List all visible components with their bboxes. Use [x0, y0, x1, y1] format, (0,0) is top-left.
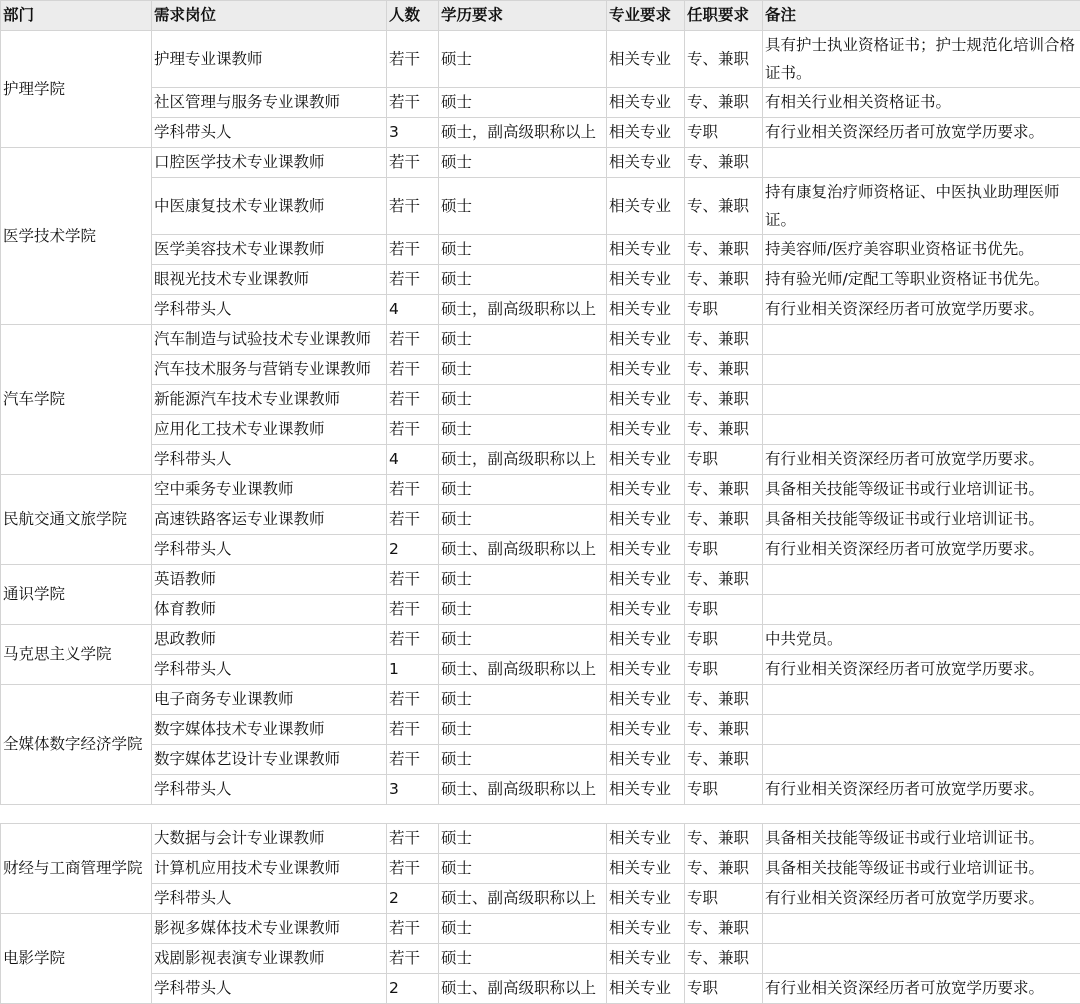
- note-cell: 具有护士执业资格证书；护士规范化培训合格证书。: [763, 31, 1080, 88]
- major-cell: 相关专业: [607, 914, 685, 944]
- count-cell: 若干: [387, 88, 439, 118]
- major-cell: 相关专业: [607, 535, 685, 565]
- note-cell: [763, 595, 1080, 625]
- job-type-cell: 专、兼职: [685, 854, 763, 884]
- education-cell: 硕士: [439, 88, 607, 118]
- note-cell: 持有康复治疗师资格证、中医执业助理医师证。: [763, 178, 1080, 235]
- header-count: 人数: [387, 1, 439, 31]
- job-type-cell: 专职: [685, 535, 763, 565]
- note-cell: [763, 715, 1080, 745]
- note-cell: 有行业相关资深经历者可放宽学历要求。: [763, 884, 1080, 914]
- header-major: 专业要求: [607, 1, 685, 31]
- position-cell: 学科带头人: [152, 118, 387, 148]
- education-cell: 硕士: [439, 824, 607, 854]
- education-cell: 硕士: [439, 355, 607, 385]
- education-cell: 硕士: [439, 385, 607, 415]
- position-cell: 眼视光技术专业课教师: [152, 265, 387, 295]
- note-cell: 中共党员。: [763, 625, 1080, 655]
- position-cell: 影视多媒体技术专业课教师: [152, 914, 387, 944]
- count-cell: 若干: [387, 415, 439, 445]
- department-cell: 马克思主义学院: [1, 625, 152, 685]
- major-cell: 相关专业: [607, 715, 685, 745]
- major-cell: 相关专业: [607, 595, 685, 625]
- count-cell: 若干: [387, 505, 439, 535]
- table-row: [1, 944, 1080, 974]
- count-cell: 若干: [387, 565, 439, 595]
- major-cell: 相关专业: [607, 655, 685, 685]
- job-type-cell: 专职: [685, 655, 763, 685]
- position-cell: 体育教师: [152, 595, 387, 625]
- position-cell: 应用化工技术专业课教师: [152, 415, 387, 445]
- job-type-cell: 专、兼职: [685, 565, 763, 595]
- count-cell: 若干: [387, 475, 439, 505]
- major-cell: 相关专业: [607, 685, 685, 715]
- note-cell: 有行业相关资深经历者可放宽学历要求。: [763, 775, 1080, 805]
- education-cell: 硕士: [439, 415, 607, 445]
- table-row: [1, 914, 1080, 944]
- header-row: [1, 1, 1080, 31]
- major-cell: 相关专业: [607, 625, 685, 655]
- education-cell: 硕士，副高级职称以上: [439, 445, 607, 475]
- table-row: [1, 445, 1080, 475]
- table-row: [1, 355, 1080, 385]
- header-education: 学历要求: [439, 1, 607, 31]
- table-row: [1, 295, 1080, 325]
- position-cell: 戏剧影视表演专业课教师: [152, 944, 387, 974]
- note-cell: 有相关行业相关资格证书。: [763, 88, 1080, 118]
- job-type-cell: 专、兼职: [685, 505, 763, 535]
- table-row: [1, 178, 1080, 235]
- note-cell: [763, 148, 1080, 178]
- department-cell: 民航交通文旅学院: [1, 475, 152, 565]
- education-cell: 硕士: [439, 475, 607, 505]
- count-cell: 若干: [387, 235, 439, 265]
- table-row: [1, 884, 1080, 914]
- table-row: [1, 715, 1080, 745]
- table-row: [1, 565, 1080, 595]
- count-cell: 若干: [387, 824, 439, 854]
- education-cell: 硕士: [439, 914, 607, 944]
- note-cell: 有行业相关资深经历者可放宽学历要求。: [763, 535, 1080, 565]
- note-cell: [763, 355, 1080, 385]
- position-cell: 大数据与会计专业课教师: [152, 824, 387, 854]
- position-cell: 学科带头人: [152, 535, 387, 565]
- note-cell: [763, 914, 1080, 944]
- position-cell: 护理专业课教师: [152, 31, 387, 88]
- count-cell: 若干: [387, 595, 439, 625]
- header-dept: 部门: [1, 1, 152, 31]
- table-row: [1, 235, 1080, 265]
- department-cell: 医学技术学院: [1, 148, 152, 325]
- position-cell: 学科带头人: [152, 295, 387, 325]
- education-cell: 硕士、副高级职称以上: [439, 535, 607, 565]
- position-cell: 数字媒体技术专业课教师: [152, 715, 387, 745]
- education-cell: 硕士: [439, 625, 607, 655]
- job-type-cell: 专、兼职: [685, 415, 763, 445]
- count-cell: 2: [387, 974, 439, 1004]
- job-type-cell: 专、兼职: [685, 325, 763, 355]
- position-cell: 新能源汽车技术专业课教师: [152, 385, 387, 415]
- education-cell: 硕士: [439, 325, 607, 355]
- table-row: [1, 415, 1080, 445]
- education-cell: 硕士: [439, 148, 607, 178]
- major-cell: 相关专业: [607, 415, 685, 445]
- note-cell: [763, 565, 1080, 595]
- count-cell: 若干: [387, 31, 439, 88]
- table-row: [1, 475, 1080, 505]
- header-position: 需求岗位: [152, 1, 387, 31]
- education-cell: 硕士: [439, 854, 607, 884]
- major-cell: 相关专业: [607, 505, 685, 535]
- count-cell: 若干: [387, 385, 439, 415]
- job-type-cell: 专、兼职: [685, 31, 763, 88]
- major-cell: 相关专业: [607, 445, 685, 475]
- count-cell: 1: [387, 655, 439, 685]
- position-cell: 医学美容技术专业课教师: [152, 235, 387, 265]
- table-row: [1, 745, 1080, 775]
- major-cell: 相关专业: [607, 148, 685, 178]
- job-type-cell: 专、兼职: [685, 265, 763, 295]
- table-row: [1, 88, 1080, 118]
- major-cell: 相关专业: [607, 235, 685, 265]
- note-cell: [763, 415, 1080, 445]
- note-cell: 具备相关技能等级证书或行业培训证书。: [763, 505, 1080, 535]
- department-cell: 护理学院: [1, 31, 152, 148]
- position-cell: 汽车制造与试验技术专业课教师: [152, 325, 387, 355]
- education-cell: 硕士: [439, 595, 607, 625]
- note-cell: 持有验光师/定配工等职业资格证书优先。: [763, 265, 1080, 295]
- job-type-cell: 专、兼职: [685, 385, 763, 415]
- education-cell: 硕士、副高级职称以上: [439, 655, 607, 685]
- count-cell: 若干: [387, 148, 439, 178]
- table-row: [1, 974, 1080, 1004]
- note-cell: 有行业相关资深经历者可放宽学历要求。: [763, 295, 1080, 325]
- note-cell: [763, 385, 1080, 415]
- position-cell: 思政教师: [152, 625, 387, 655]
- education-cell: 硕士: [439, 565, 607, 595]
- count-cell: 若干: [387, 944, 439, 974]
- education-cell: 硕士，副高级职称以上: [439, 295, 607, 325]
- job-type-cell: 专、兼职: [685, 148, 763, 178]
- major-cell: 相关专业: [607, 118, 685, 148]
- education-cell: 硕士、副高级职称以上: [439, 974, 607, 1004]
- major-cell: 相关专业: [607, 854, 685, 884]
- note-cell: 有行业相关资深经历者可放宽学历要求。: [763, 118, 1080, 148]
- major-cell: 相关专业: [607, 295, 685, 325]
- job-type-cell: 专、兼职: [685, 914, 763, 944]
- position-cell: 计算机应用技术专业课教师: [152, 854, 387, 884]
- note-cell: 具备相关技能等级证书或行业培训证书。: [763, 854, 1080, 884]
- count-cell: 4: [387, 295, 439, 325]
- table-row: [1, 31, 1080, 88]
- note-cell: [763, 745, 1080, 775]
- position-cell: 学科带头人: [152, 775, 387, 805]
- table-row: [1, 118, 1080, 148]
- job-type-cell: 专职: [685, 445, 763, 475]
- section-gap: [1, 805, 1080, 824]
- job-type-cell: 专职: [685, 595, 763, 625]
- major-cell: 相关专业: [607, 475, 685, 505]
- count-cell: 若干: [387, 625, 439, 655]
- major-cell: 相关专业: [607, 565, 685, 595]
- department-cell: 通识学院: [1, 565, 152, 625]
- note-cell: [763, 325, 1080, 355]
- job-type-cell: 专、兼职: [685, 685, 763, 715]
- job-type-cell: 专职: [685, 625, 763, 655]
- note-cell: 有行业相关资深经历者可放宽学历要求。: [763, 974, 1080, 1004]
- job-type-cell: 专职: [685, 775, 763, 805]
- table-row: [1, 685, 1080, 715]
- position-cell: 中医康复技术专业课教师: [152, 178, 387, 235]
- position-cell: 学科带头人: [152, 884, 387, 914]
- major-cell: 相关专业: [607, 265, 685, 295]
- count-cell: 2: [387, 535, 439, 565]
- education-cell: 硕士: [439, 505, 607, 535]
- job-type-cell: 专职: [685, 974, 763, 1004]
- header-note: 备注: [763, 1, 1080, 31]
- department-cell: 汽车学院: [1, 325, 152, 475]
- table-row: [1, 148, 1080, 178]
- job-type-cell: 专、兼职: [685, 88, 763, 118]
- count-cell: 3: [387, 118, 439, 148]
- department-cell: 财经与工商管理学院: [1, 824, 152, 914]
- education-cell: 硕士、副高级职称以上: [439, 884, 607, 914]
- job-type-cell: 专职: [685, 884, 763, 914]
- count-cell: 若干: [387, 914, 439, 944]
- major-cell: 相关专业: [607, 31, 685, 88]
- major-cell: 相关专业: [607, 884, 685, 914]
- education-cell: 硕士: [439, 715, 607, 745]
- department-cell: 电影学院: [1, 914, 152, 1004]
- table-row: [1, 824, 1080, 854]
- major-cell: 相关专业: [607, 944, 685, 974]
- position-cell: 社区管理与服务专业课教师: [152, 88, 387, 118]
- position-cell: 学科带头人: [152, 445, 387, 475]
- major-cell: 相关专业: [607, 88, 685, 118]
- note-cell: 具备相关技能等级证书或行业培训证书。: [763, 475, 1080, 505]
- position-cell: 空中乘务专业课教师: [152, 475, 387, 505]
- note-cell: [763, 685, 1080, 715]
- education-cell: 硕士: [439, 31, 607, 88]
- education-cell: 硕士: [439, 745, 607, 775]
- job-type-cell: 专、兼职: [685, 178, 763, 235]
- table-row: [1, 385, 1080, 415]
- job-type-cell: 专、兼职: [685, 475, 763, 505]
- note-cell: 有行业相关资深经历者可放宽学历要求。: [763, 655, 1080, 685]
- note-cell: 持美容师/医疗美容职业资格证书优先。: [763, 235, 1080, 265]
- education-cell: 硕士: [439, 685, 607, 715]
- major-cell: 相关专业: [607, 775, 685, 805]
- count-cell: 若干: [387, 854, 439, 884]
- job-type-cell: 专职: [685, 118, 763, 148]
- table-row: [1, 854, 1080, 884]
- major-cell: 相关专业: [607, 178, 685, 235]
- count-cell: 若干: [387, 745, 439, 775]
- position-cell: 高速铁路客运专业课教师: [152, 505, 387, 535]
- note-cell: 有行业相关资深经历者可放宽学历要求。: [763, 445, 1080, 475]
- major-cell: 相关专业: [607, 355, 685, 385]
- count-cell: 若干: [387, 715, 439, 745]
- job-type-cell: 专、兼职: [685, 355, 763, 385]
- position-cell: 学科带头人: [152, 655, 387, 685]
- note-cell: [763, 944, 1080, 974]
- position-cell: 汽车技术服务与营销专业课教师: [152, 355, 387, 385]
- count-cell: 4: [387, 445, 439, 475]
- table-row: [1, 775, 1080, 805]
- table-row: [1, 655, 1080, 685]
- count-cell: 若干: [387, 355, 439, 385]
- education-cell: 硕士: [439, 944, 607, 974]
- gap-cell: [1, 805, 1080, 824]
- table-row: [1, 535, 1080, 565]
- table-body: [1, 31, 1080, 1004]
- education-cell: 硕士: [439, 235, 607, 265]
- education-cell: 硕士，副高级职称以上: [439, 118, 607, 148]
- job-type-cell: 专、兼职: [685, 745, 763, 775]
- education-cell: 硕士: [439, 265, 607, 295]
- table-row: [1, 325, 1080, 355]
- header-job-type: 任职要求: [685, 1, 763, 31]
- major-cell: 相关专业: [607, 745, 685, 775]
- major-cell: 相关专业: [607, 974, 685, 1004]
- table-row: [1, 625, 1080, 655]
- count-cell: 若干: [387, 325, 439, 355]
- education-cell: 硕士、副高级职称以上: [439, 775, 607, 805]
- count-cell: 若干: [387, 178, 439, 235]
- table-row: [1, 265, 1080, 295]
- table-row: [1, 505, 1080, 535]
- position-cell: 英语教师: [152, 565, 387, 595]
- table-row: [1, 595, 1080, 625]
- job-type-cell: 专、兼职: [685, 235, 763, 265]
- count-cell: 若干: [387, 685, 439, 715]
- job-type-cell: 专、兼职: [685, 944, 763, 974]
- count-cell: 2: [387, 884, 439, 914]
- major-cell: 相关专业: [607, 385, 685, 415]
- position-cell: 口腔医学技术专业课教师: [152, 148, 387, 178]
- job-type-cell: 专职: [685, 295, 763, 325]
- department-cell: 全媒体数字经济学院: [1, 685, 152, 805]
- position-cell: 电子商务专业课教师: [152, 685, 387, 715]
- position-cell: 学科带头人: [152, 974, 387, 1004]
- job-type-cell: 专、兼职: [685, 824, 763, 854]
- note-cell: 具备相关技能等级证书或行业培训证书。: [763, 824, 1080, 854]
- count-cell: 3: [387, 775, 439, 805]
- major-cell: 相关专业: [607, 824, 685, 854]
- count-cell: 若干: [387, 265, 439, 295]
- major-cell: 相关专业: [607, 325, 685, 355]
- education-cell: 硕士: [439, 178, 607, 235]
- position-cell: 数字媒体艺设计专业课教师: [152, 745, 387, 775]
- job-type-cell: 专、兼职: [685, 715, 763, 745]
